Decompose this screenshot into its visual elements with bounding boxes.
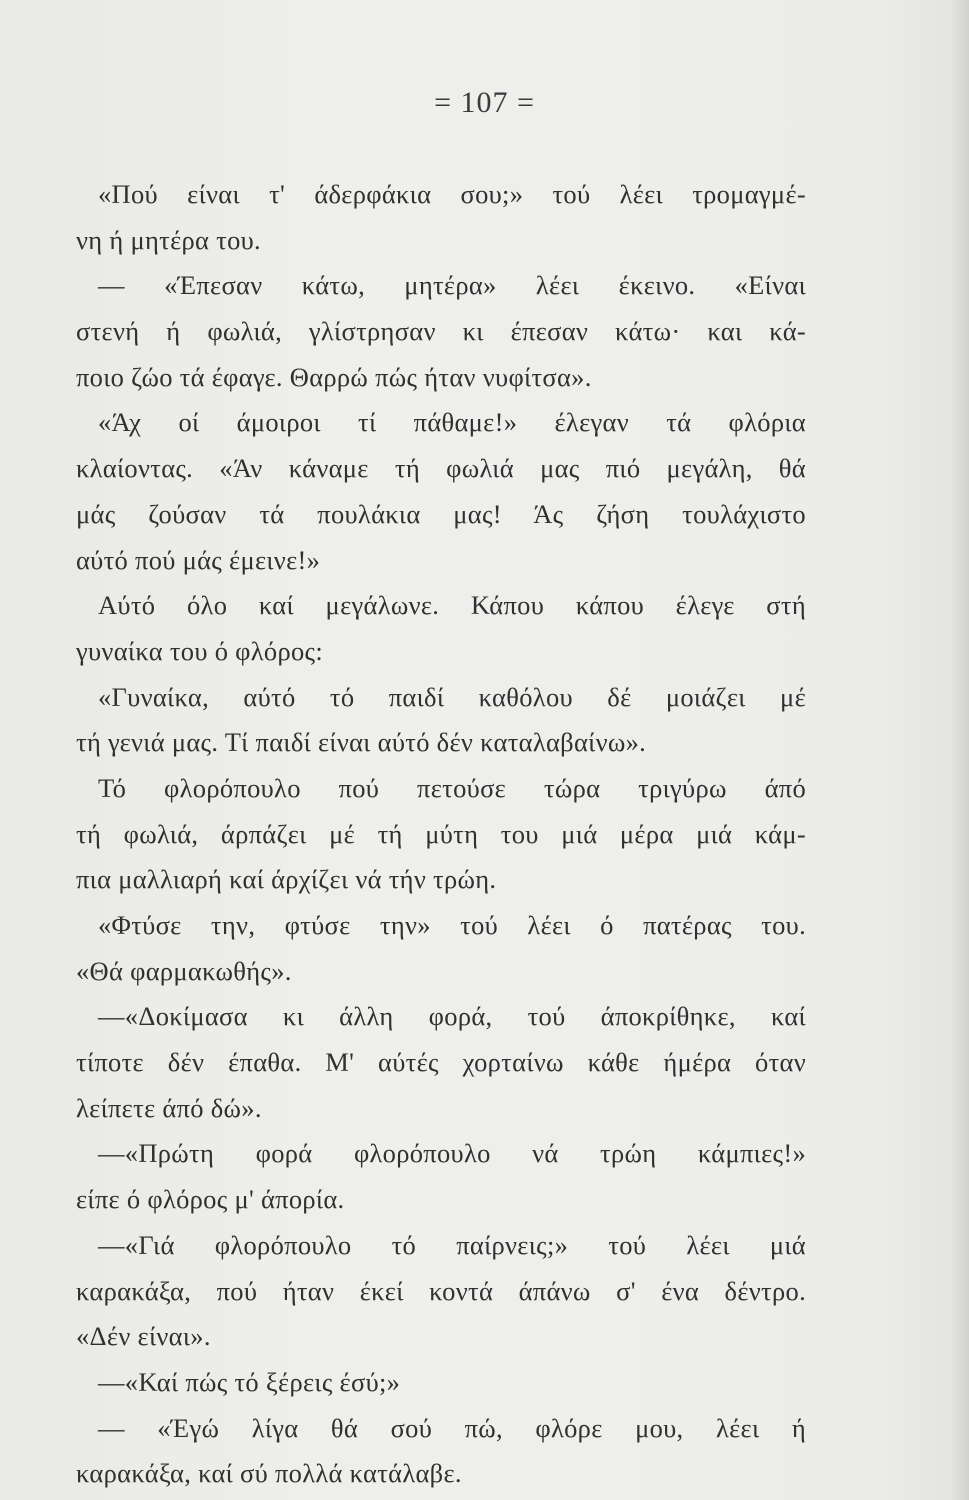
text-line: Αύτό όλο καί μεγάλωνε. Κάπου κάπου έλεγε στή [98, 590, 806, 621]
text-line: αύτό πού μάς έμεινε!» [76, 544, 321, 575]
text-line: ποιο ζώο τά έφαγε. Θαρρώ πώς ήταν νυφίτσα». [76, 361, 592, 392]
text-line: «Θά φαρμακωθής». [76, 955, 292, 986]
text-line: «Πού είναι τ' άδερφάκια σου;» τού λέει τρομαγμέ- [98, 179, 806, 209]
text-line: μάς ζούσαν τά πουλάκια μας! Άς ζήση τουλάχιστο [76, 498, 806, 529]
text-line: γυναίκα του ό φλόρος: [76, 635, 323, 666]
text-line: είπε ό φλόρος μ' άπορία. [76, 1184, 345, 1215]
text-line: Τό φλορόπουλο πού πετούσε τώρα τριγύρω άπό [98, 772, 806, 803]
text-line: — «Έγώ λίγα θά σού πώ, φλόρε μου, λέει ή [98, 1412, 806, 1443]
text-line: —«Δοκίμασα κι άλλη φορά, τού άποκρίθηκε, καί [98, 1001, 806, 1032]
text-line: καρακάξα, καί σύ πολλά κατάλαβε. [76, 1458, 462, 1489]
text-line: τή γενιά μας. Τί παιδί είναι αύτό δέν καταλαβαίνω». [76, 727, 647, 758]
text-line: —«Καί πώς τό ξέρεις έσύ;» [98, 1366, 401, 1397]
text-line: πια μαλλιαρή καί άρχίζει νά τήν τρώη. [76, 864, 497, 895]
text-line: λείπετε άπό δώ». [76, 1092, 262, 1123]
text-line: — «Έπεσαν κάτω, μητέρα» λέει έκεινο. «Είναι [98, 270, 806, 301]
text-line: —«Πρώτη φορά φλορόπουλο νά τρώη κάμπιες!» [98, 1138, 806, 1169]
text-line: «Άχ οί άμοιροι τί πάθαμε!» έλεγαν τά φλόρια [98, 407, 806, 438]
text-line: —«Γιά φλορόπουλο τό παίρνεις;» τού λέει μιά [98, 1229, 806, 1260]
page-body-text [76, 172, 806, 1497]
text-line: τίποτε δέν έπαθα. Μ' αύτές χορταίνω κάθε ήμέρα όταν [76, 1047, 806, 1078]
text-line: «Γυναίκα, αύτό τό παιδί καθόλου δέ μοιάζει μέ [98, 681, 806, 712]
text-line: «Δέν είναι». [76, 1321, 211, 1352]
text-line: «Φτύσε την, φτύσε την» τού λέει ό πατέρας του. [98, 910, 806, 940]
text-line: καρακάξα, πού ήταν έκεί κοντά άπάνω σ' ένα δέντρο. [76, 1275, 806, 1306]
text-line: τή φωλιά, άρπάζει μέ τή μύτη του μιά μέρα μιά κάμ- [76, 818, 806, 849]
text-line: νη ή μητέρα του. [76, 224, 261, 255]
page-number-header: = 107 = [434, 86, 535, 119]
page-gutter-shadow [951, 0, 969, 1500]
text-line: κλαίοντας. «Άν κάναμε τή φωλιά μας πιό μεγάλη, θά [76, 453, 806, 484]
text-line: στενή ή φωλιά, γλίστρησαν κι έπεσαν κάτω· και κά- [76, 316, 806, 347]
